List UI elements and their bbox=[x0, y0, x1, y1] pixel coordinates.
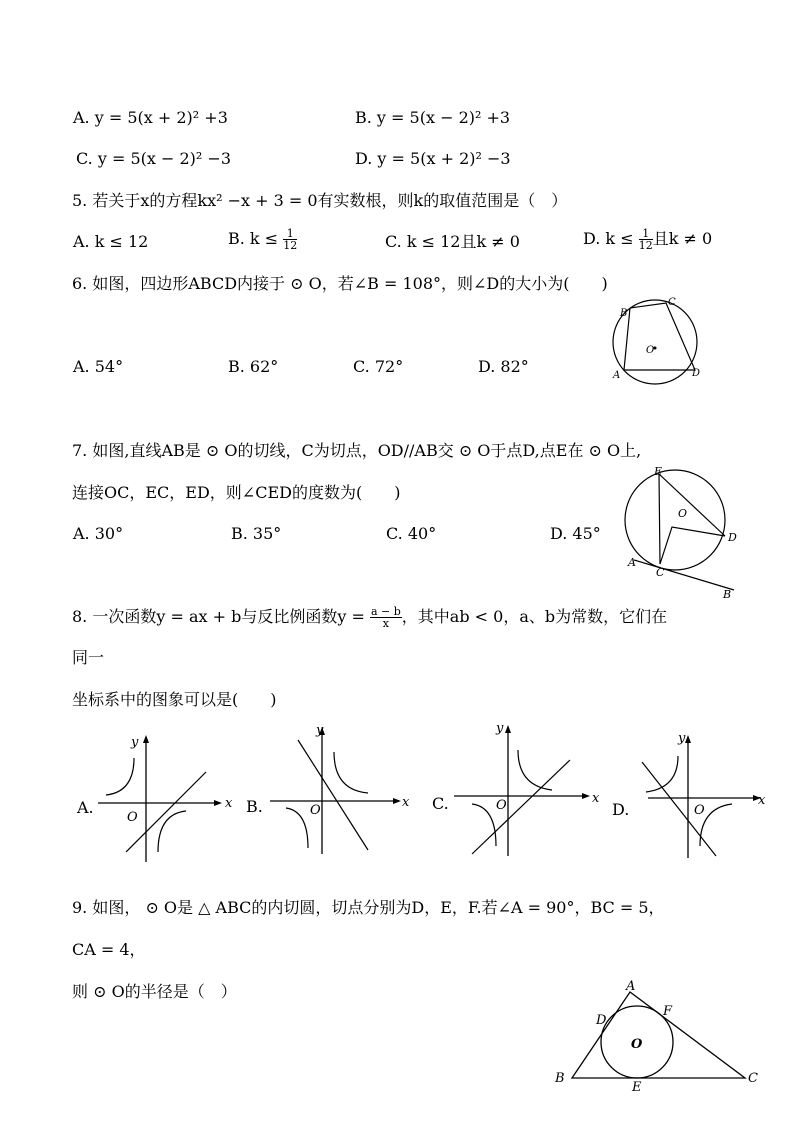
label-b: B bbox=[620, 308, 628, 319]
q5-option-c: C. k ≤ 12且k ≠ 0 bbox=[385, 232, 520, 251]
axis-y-label: y bbox=[678, 731, 686, 746]
label-e: E bbox=[654, 465, 663, 478]
q5-option-b bbox=[228, 228, 297, 251]
label-o: O bbox=[631, 1037, 643, 1052]
q5-option-b-prefix: B. k ≤ bbox=[228, 229, 279, 248]
q7-option-c: C. 40° bbox=[386, 524, 437, 543]
label-a: A bbox=[613, 370, 621, 381]
q9-incircle-triangle-figure bbox=[550, 976, 765, 1094]
q6-option-d: D. 82° bbox=[478, 357, 529, 376]
q5-stem: 5. 若关于x的方程kx² −x + 3 = 0有实数根，则k的取值范围是（ ） bbox=[72, 191, 568, 210]
label-a: A bbox=[626, 979, 636, 994]
q8-option-d-label: D. bbox=[612, 800, 630, 819]
axis-x-label: x bbox=[402, 795, 410, 810]
q8-stem-pre: 8. 一次函数y = ax + b与反比例函数y = bbox=[72, 607, 365, 626]
q8-fraction bbox=[370, 606, 402, 629]
label-o: O bbox=[646, 345, 655, 356]
label-c: C bbox=[668, 297, 676, 308]
label-a: A bbox=[628, 556, 636, 569]
q4-option-b: B. y = 5(x − 2)² +3 bbox=[355, 108, 511, 127]
q4-option-d: D. y = 5(x + 2)² −3 bbox=[355, 149, 511, 168]
origin-label: O bbox=[310, 803, 321, 818]
q7-option-b: B. 35° bbox=[231, 524, 282, 543]
q8-option-b-label: B. bbox=[246, 797, 263, 816]
q7-tangent-circle-figure bbox=[622, 462, 742, 602]
label-c: C bbox=[748, 1071, 758, 1086]
label-d: D bbox=[596, 1013, 607, 1028]
q8-stem-line3: 坐标系中的图象可以是( ) bbox=[72, 690, 277, 709]
label-d: D bbox=[728, 531, 737, 544]
q8-graph-c bbox=[452, 720, 602, 860]
frac-denominator: x bbox=[382, 617, 389, 630]
label-c: C bbox=[656, 566, 665, 579]
q9-stem-line3: 则 ⊙ O的半径是（ ） bbox=[72, 982, 237, 1001]
q5-option-d-fraction bbox=[639, 228, 653, 251]
axis-y-label: y bbox=[316, 723, 324, 738]
q5-option-d bbox=[583, 228, 712, 251]
q6-option-a: A. 54° bbox=[73, 357, 124, 376]
label-d: D bbox=[692, 368, 701, 379]
label-b: B bbox=[723, 588, 732, 601]
q8-stem-post: ，其中ab < 0，a、b为常数，它们在 bbox=[401, 607, 668, 626]
q9-stem-line2: CA = 4， bbox=[72, 940, 146, 959]
axis-y-label: y bbox=[496, 721, 504, 736]
q5-option-b-fraction bbox=[283, 228, 297, 251]
label-e: E bbox=[632, 1080, 642, 1095]
q4-option-a: A. y = 5(x + 2)² +3 bbox=[73, 108, 228, 127]
q6-circle-quadrilateral-figure bbox=[600, 290, 720, 395]
frac-denominator: 12 bbox=[638, 239, 653, 252]
label-o: O bbox=[678, 507, 688, 520]
q8-stem-line2: 同一 bbox=[72, 648, 105, 667]
axis-x-label: x bbox=[592, 791, 600, 806]
label-b: B bbox=[555, 1071, 565, 1086]
q6-option-b: B. 62° bbox=[228, 357, 279, 376]
q8-graph-b bbox=[268, 722, 413, 857]
origin-label: O bbox=[496, 798, 507, 813]
q7-option-a: A. 30° bbox=[73, 524, 124, 543]
q7-stem-line1: 7. 如图,直线AB是 ⊙ O的切线，C为切点，OD//AB交 ⊙ O于点D,点E在 ⊙ O上, bbox=[72, 441, 642, 460]
q9-stem-line1: 9. 如图， ⊙ O是 △ ABC的内切圆，切点分别为D，E，F.若∠A = 90°，BC = 5， bbox=[72, 898, 665, 917]
q6-option-c: C. 72° bbox=[353, 357, 404, 376]
q7-option-d: D. 45° bbox=[550, 524, 601, 543]
q8-option-c-label: C. bbox=[432, 794, 449, 813]
axis-x-label: x bbox=[225, 796, 233, 811]
frac-numerator: a − b bbox=[370, 605, 401, 618]
q6-stem: 6. 如图，四边形ABCD内接于 ⊙ O，若∠B = 108°，则∠D的大小为( ) bbox=[72, 274, 608, 293]
q5-option-d-suffix: 且k ≠ 0 bbox=[652, 229, 713, 248]
q8-graph-a bbox=[96, 730, 236, 865]
q7-stem-line2: 连接OC，EC，ED，则∠CED的度数为( ) bbox=[72, 483, 401, 502]
q8-option-a-label: A. bbox=[77, 798, 94, 817]
origin-label: O bbox=[127, 810, 138, 825]
origin-label: O bbox=[694, 803, 705, 818]
q8-stem-line1 bbox=[72, 606, 667, 629]
axis-y-label: y bbox=[131, 735, 139, 750]
frac-denominator: 12 bbox=[283, 239, 298, 252]
frac-numerator: 1 bbox=[639, 228, 653, 240]
frac-numerator: 1 bbox=[283, 228, 297, 240]
axis-x-label: x bbox=[758, 793, 766, 808]
q4-option-c: C. y = 5(x − 2)² −3 bbox=[76, 149, 231, 168]
q5-option-a: A. k ≤ 12 bbox=[73, 232, 149, 251]
label-f: F bbox=[663, 1004, 673, 1019]
q5-option-d-prefix: D. k ≤ bbox=[583, 229, 634, 248]
q8-graph-d bbox=[636, 728, 776, 863]
